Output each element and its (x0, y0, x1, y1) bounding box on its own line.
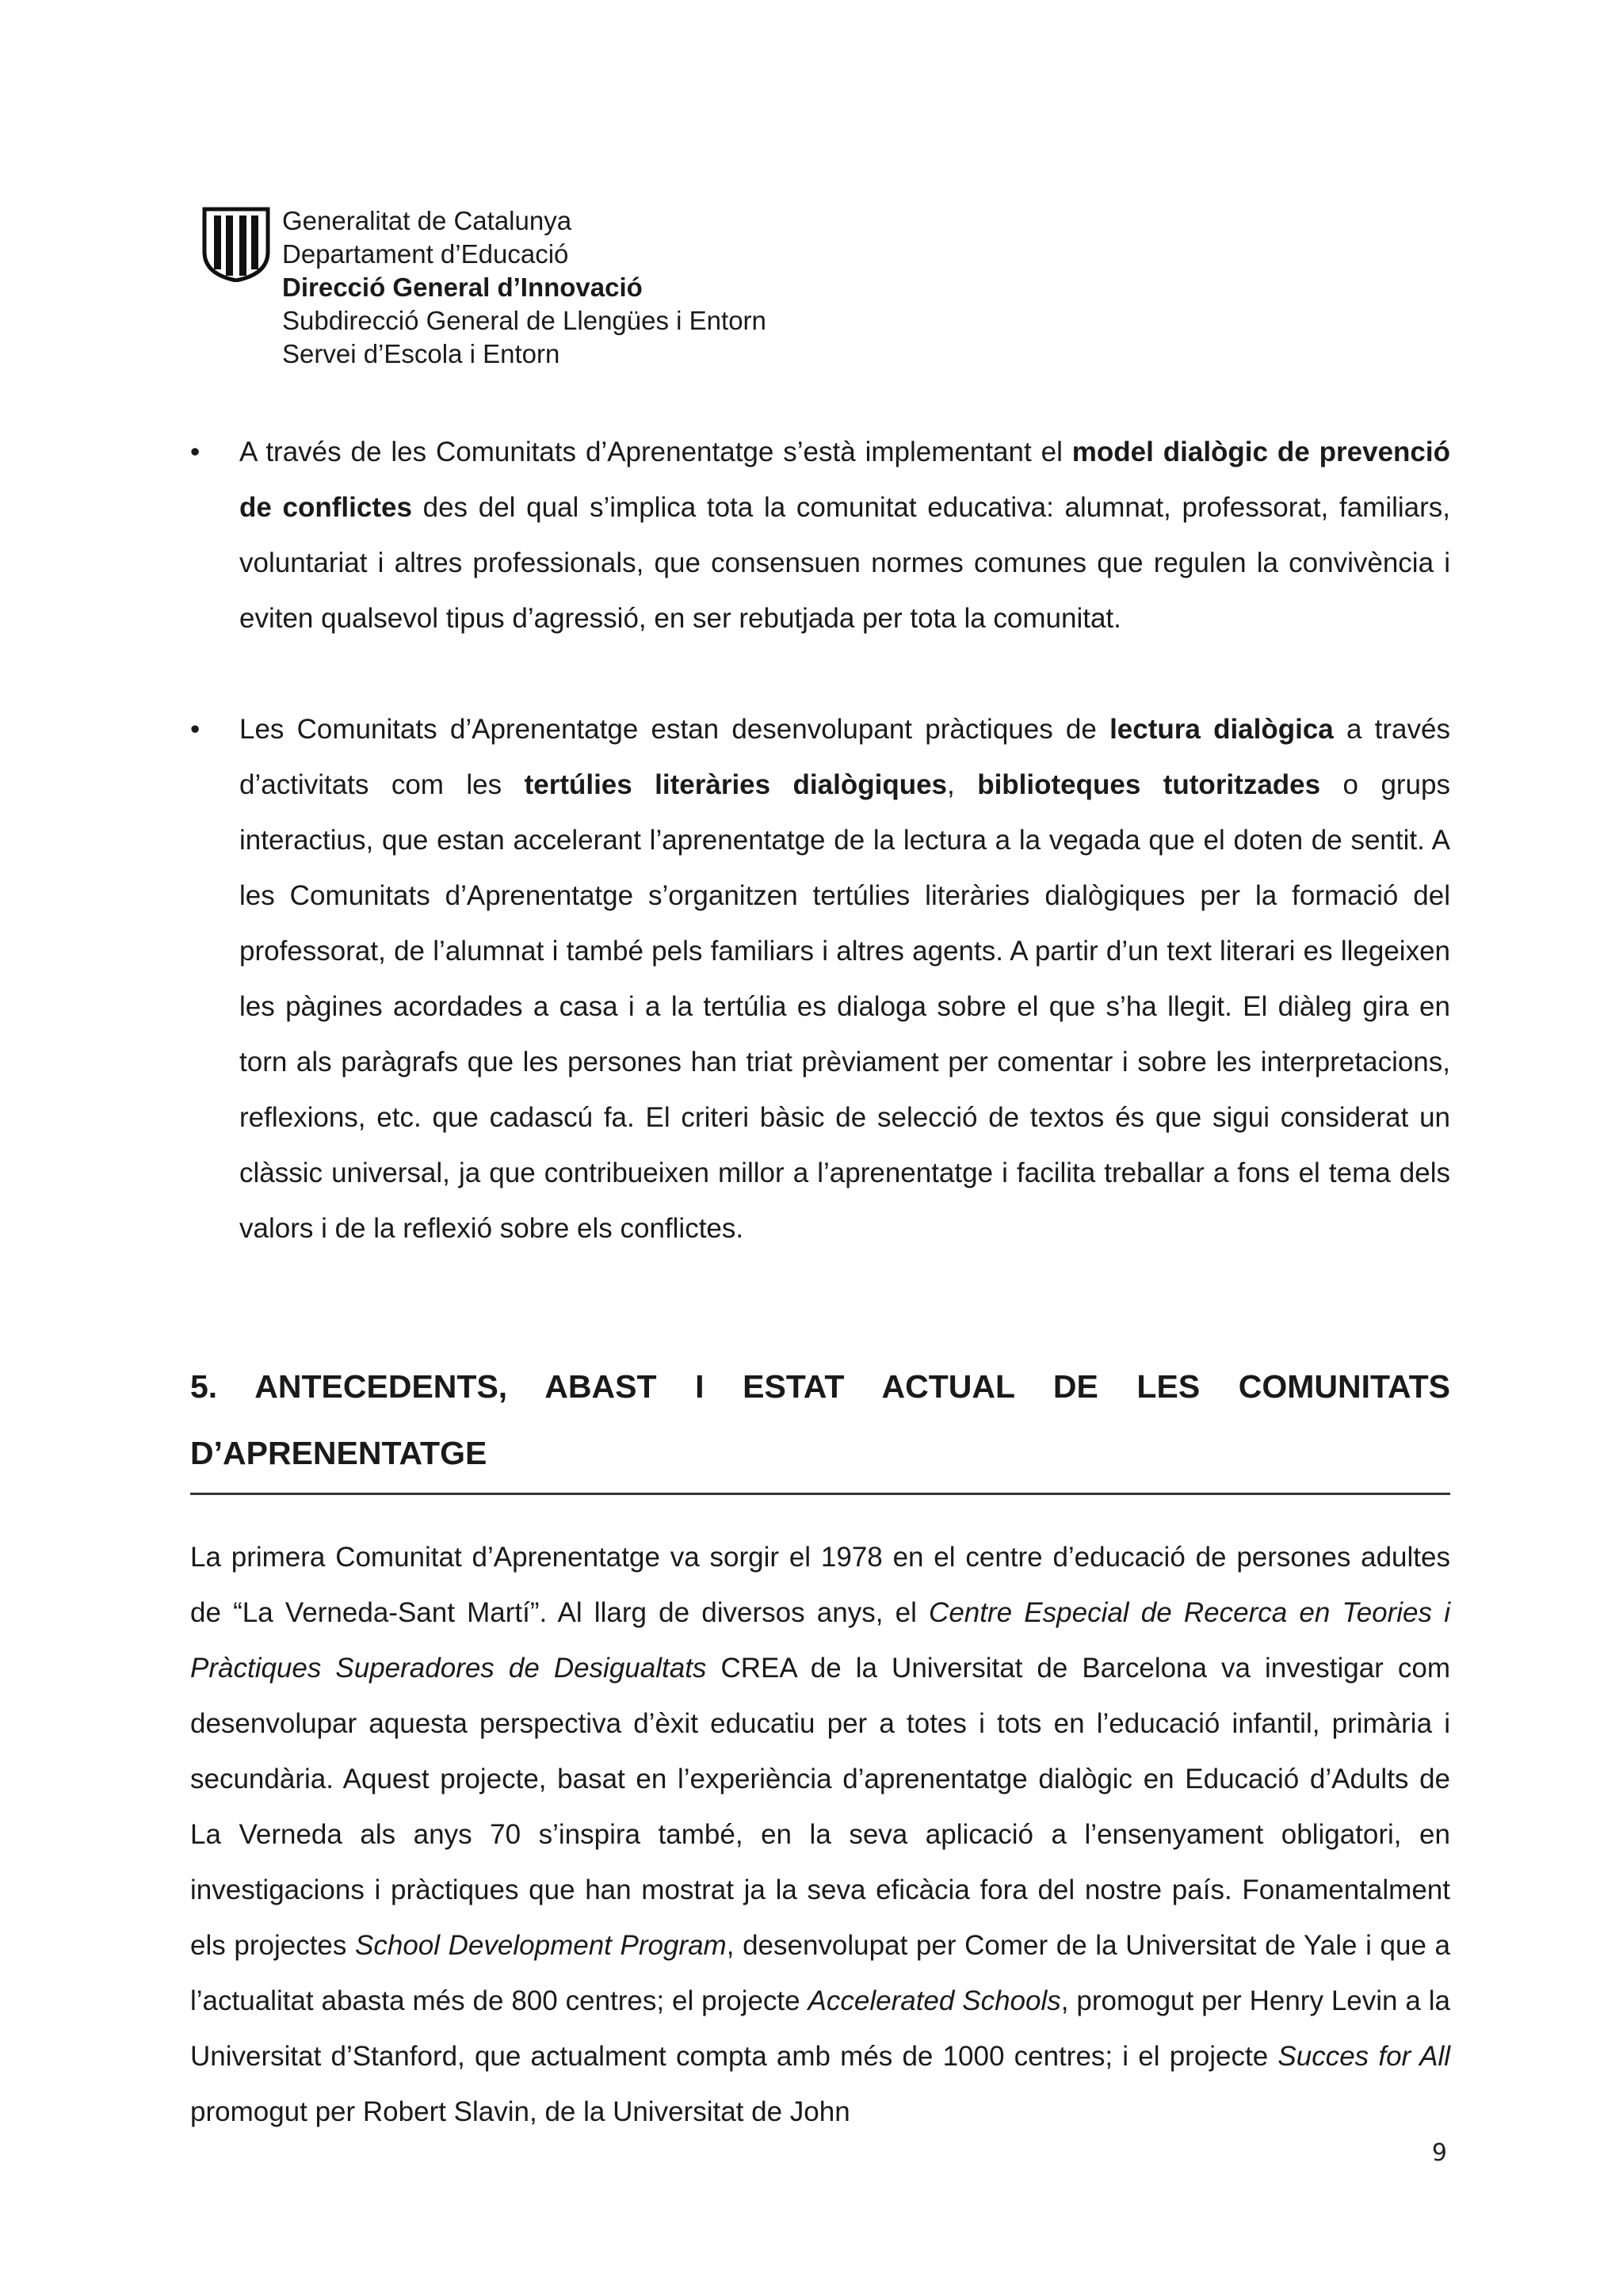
paragraph-italic-text: Succes for All (1277, 2041, 1450, 2072)
paragraph-text: promogut per Robert Slavin, de la Universitat de John (190, 2096, 850, 2127)
paragraph-italic-text: Accelerated Schools (808, 1985, 1061, 2016)
bullet-icon: • (190, 437, 200, 467)
bullet-text: A través de les Comunitats d’Aprenentatge s’està implementant el (239, 437, 1072, 467)
body-paragraph (190, 1530, 1450, 2140)
bullet-icon: • (190, 714, 200, 745)
bullet-text: o grups interactius, que estan accelerant l’aprenentatge de la lectura a la vegada que el doten de sentit. A les Comunitats d’Aprenentatge s’organitzen tertúlies literàries dialògiques per la formació del professorat, de l’alumnat i també pels familiars i altres agents. A partir d’un text literari es llegeixen les pàgines acordades a casa i a la tertúlia es dialoga sobre el que s’ha llegit. El diàleg gira en torn als paràgrafs que les persones han triat prèviament per comentar i sobre les interpretacions, reflexions, etc. que cadascú fa. El criteri bàsic de selecció de textos és que sigui considerat un clàssic universal, ja que contribueixen millor a l’aprenentatge i facilita treballar a fons el tema dels valors i de la reflexió sobre els conflictes. (239, 769, 1450, 1244)
paragraph-italic-text: Centre Especial de Recerca en Teories i Pràctiques Superadores de Desigualtats (190, 1597, 1450, 1684)
bullet-bold-text: biblioteques tutoritzades (977, 769, 1321, 800)
letterhead-directorate: Direcció General d’Innovació (282, 273, 643, 302)
bullet-item-dialogic-reading (190, 702, 1450, 1257)
bullet-text: des del qual s’implica tota la comunitat educativa: alumnat, professorat, familiars, voluntariat i altres professionals, que consensuen normes comunes que regulen la convivència i eviten qualsevol tipus d’agressió, en ser rebutjada per tota la comunitat. (239, 492, 1450, 634)
letterhead-subdirectorate: Subdirecció General de Llengües i Entorn (282, 306, 766, 335)
bullet-text: a través d’activitats com les (239, 714, 1450, 800)
bullet-bold-text: lectura dialògica (1109, 714, 1334, 745)
paragraph-text: , promogut per Henry Levin a la Universitat d’Stanford, que actualment compta amb més de 1000 centres; i el projecte (190, 1985, 1450, 2072)
generalitat-coat-of-arms-icon (200, 206, 273, 282)
bullet-text: , (947, 769, 978, 800)
section-heading: 5. ANTECEDENTS, ABAST I ESTAT ACTUAL DE LES COMUNITATS D’APRENENTATGE (190, 1353, 1450, 1495)
bullet-item-conflict-prevention (190, 425, 1450, 646)
paragraph-italic-text: School Development Program (355, 1930, 727, 1961)
bullet-bold-text: tertúlies literàries dialògiques (524, 769, 948, 800)
bullet-bold-text: model dialògic de prevenció de conflictes (239, 437, 1451, 523)
paragraph-text: CREA de la Universitat de Barcelona va investigar com desenvolupar aquesta perspectiva d’èxit educatiu per a totes i tots en l’educació infantil, primària i secundària. Aquest projecte, basat en l’experiència d’aprenentatge dialògic en Educació d’Adults de La Verneda als anys 70 s’inspira també, en la seva aplicació a l’ensenyament obligatori, en investigacions i pràctiques que han mostrat ja la seva eficàcia fora del nostre país. Fonamentalment els projectes (190, 1653, 1450, 1961)
letterhead-government: Generalitat de Catalunya (282, 206, 572, 235)
paragraph-text: , desenvolupat per Comer de la Universitat de Yale i que a l’actualitat abasta més de 800 centres; el projecte (190, 1930, 1450, 2016)
letterhead-service: Servei d’Escola i Entorn (282, 339, 560, 368)
letterhead-department: Departament d’Educació (282, 239, 569, 269)
bullet-text: Les Comunitats d’Aprenentatge estan desenvolupant pràctiques de (239, 714, 1110, 745)
page-number: 9 (1431, 2139, 1447, 2167)
paragraph-text: La primera Comunitat d’Aprenentatge va sorgir el 1978 en el centre d’educació de persones adultes de “La Verneda-Sant Martí”. Al llarg de diversos anys, el (190, 1542, 1450, 1628)
page-content (190, 425, 1450, 2140)
